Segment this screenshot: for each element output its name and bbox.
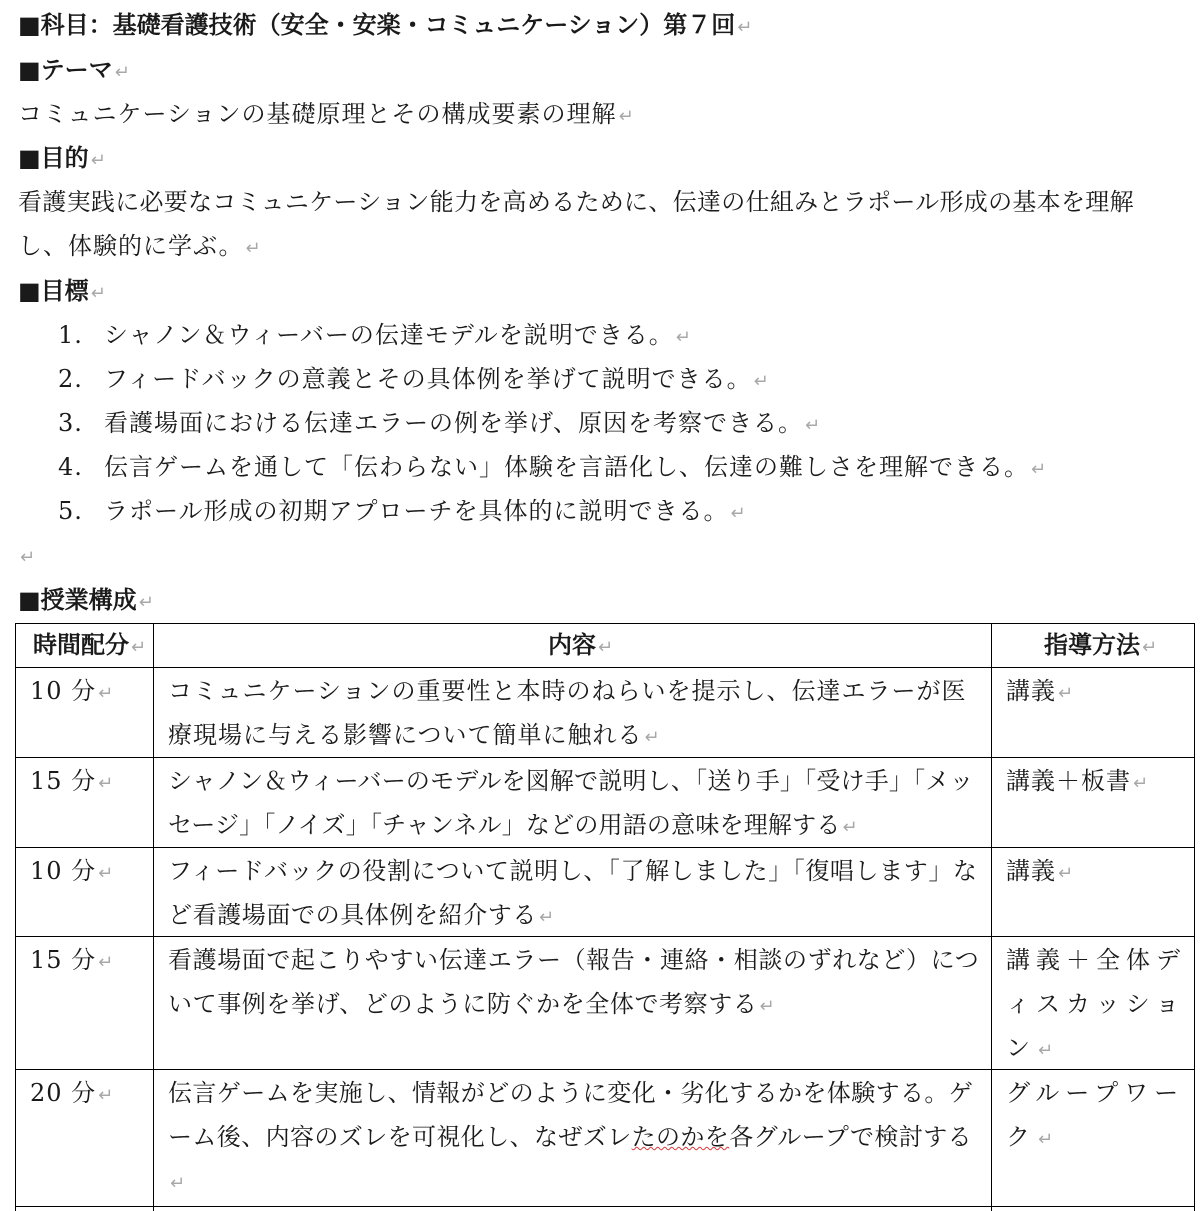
- row-time-text: 20 分: [30, 1079, 97, 1107]
- paragraph-mark: ↵: [644, 727, 661, 748]
- row-content-text: 各グループで検討する: [729, 1123, 973, 1151]
- paragraph-mark: ↵: [98, 863, 115, 884]
- paragraph-mark: ↵: [1133, 773, 1150, 794]
- table-border: [15, 667, 1195, 668]
- goal-text: ラポール形成の初期アプローチを具体的に説明できる。: [104, 497, 729, 525]
- row-time-text: 10 分: [30, 857, 97, 885]
- paragraph-mark: ↵: [737, 17, 753, 38]
- row-content-text: 看護場面で起こりやすい伝達エラー（報告・連絡・相談のずれなど）について事例を挙げ、どのように防ぐかを全体で考察する: [168, 946, 980, 1018]
- paragraph-mark: ↵: [675, 327, 692, 348]
- table-border: [153, 623, 154, 1211]
- row-time: [30, 669, 148, 716]
- row-time: [30, 1071, 148, 1118]
- table-header-content-text: 内容: [548, 631, 596, 659]
- paragraph-mark: ↵: [98, 1085, 115, 1106]
- paragraph-mark: ↵: [98, 773, 115, 794]
- row-method: [1006, 938, 1186, 1073]
- theme-text-content: コミュニケーションの基礎原理とその構成要素の理解: [18, 100, 617, 128]
- goal-number: 5.: [58, 497, 83, 525]
- table-border: [15, 623, 16, 1211]
- row-content-text: フィードバックの役割について説明し、「了解しました」「復唱します」など看護場面での具体例を紹介する: [168, 857, 978, 929]
- goal-item: [58, 408, 821, 441]
- empty-paragraph: [18, 540, 35, 573]
- theme-text: [18, 99, 635, 132]
- paragraph-mark: ↵: [753, 371, 770, 392]
- row-method: [1006, 1071, 1186, 1162]
- paragraph-mark: ↵: [618, 106, 635, 127]
- table-header-content: [548, 630, 613, 663]
- paragraph-mark: ↵: [90, 150, 106, 171]
- structure-heading-text: ■授業構成: [18, 586, 137, 614]
- purpose-heading: [18, 143, 106, 176]
- paragraph-mark: ↵: [1058, 863, 1075, 884]
- page-title: [18, 10, 752, 43]
- row-content: [168, 849, 982, 940]
- goals-heading-text: ■目標: [18, 277, 89, 305]
- goal-item: [58, 496, 747, 529]
- table-header-time-text: 時間配分: [33, 631, 129, 659]
- purpose-line-1: [18, 187, 1134, 217]
- row-method-text: 講義: [1006, 857, 1056, 885]
- spellcheck-underline[interactable]: たのかを: [631, 1123, 730, 1151]
- goal-text: 伝言ゲームを通して「伝わらない」体験を言語化し、伝達の難しさを理解できる。: [104, 453, 1029, 481]
- table-header-method: [1044, 630, 1157, 663]
- row-time-text: 15 分: [30, 946, 97, 974]
- table-header-method-text: 指導方法: [1044, 631, 1140, 659]
- paragraph-mark: ↵: [1031, 459, 1048, 480]
- paragraph-mark: ↵: [598, 637, 614, 658]
- row-content-text: コミュニケーションの重要性と本時のねらいを提示し、伝達エラーが医療現場に与える影響について簡単に触れる: [168, 677, 967, 749]
- paragraph-mark: ↵: [170, 1173, 186, 1194]
- table-border: [991, 623, 992, 1211]
- row-method-text: 講義: [1006, 677, 1056, 705]
- row-time-text: 15 分: [30, 767, 97, 795]
- row-method-text: 講義＋板書: [1006, 767, 1131, 795]
- purpose-line-1-text: 看護実践に必要なコミュニケーション能力を高めるために、伝達の仕組みとラポール形成の基本を理解: [18, 188, 1134, 216]
- paragraph-mark: ↵: [805, 415, 822, 436]
- goal-number: 3.: [58, 409, 83, 437]
- paragraph-mark: ↵: [1038, 1040, 1060, 1061]
- paragraph-mark: ↵: [842, 817, 858, 838]
- row-content-text: シャノン＆ウィーバーのモデルを図解で説明し、「送り手」「受け手」「メッセージ」「ノイズ」「チャンネル」などの用語の意味を理解する: [168, 767, 974, 839]
- goal-text: フィードバックの意義とその具体例を挙げて説明できる。: [104, 365, 752, 393]
- paragraph-mark: ↵: [98, 683, 115, 704]
- paragraph-mark: ↵: [90, 283, 106, 304]
- table-header-time: [33, 630, 146, 663]
- goal-item: [58, 364, 770, 397]
- paragraph-mark: ↵: [245, 238, 262, 259]
- paragraph-mark: ↵: [1038, 1129, 1060, 1150]
- goal-text: シャノン＆ウィーバーの伝達モデルを説明できる。: [104, 321, 674, 349]
- goal-item: [58, 320, 692, 353]
- row-content: [168, 1071, 982, 1206]
- row-time: [30, 938, 148, 985]
- paragraph-mark: ↵: [730, 503, 747, 524]
- paragraph-mark: ↵: [539, 907, 555, 928]
- page-title-text: ■科目：基礎看護技術（安全・安楽・コミュニケーション）第７回: [18, 11, 736, 39]
- row-method-text: 講義＋全体ディスカッション: [1006, 946, 1186, 1062]
- row-content: [168, 759, 982, 850]
- goal-number: 1.: [58, 321, 83, 349]
- row-content: [168, 938, 982, 1029]
- row-time: [30, 849, 148, 896]
- purpose-line-2: [18, 231, 262, 264]
- row-content-text: 伝言ゲームを実施し、情報がどのように変化・劣化するかを体験する。ゲーム後、内容のズレを可視化し、なぜズレ: [168, 1079, 974, 1151]
- structure-heading: [18, 585, 154, 618]
- table-border: [15, 623, 1195, 624]
- table-border: [15, 1206, 1195, 1207]
- row-method: [1006, 669, 1186, 716]
- goal-text: 看護場面における伝達エラーの例を挙げ、原因を考察できる。: [104, 409, 804, 437]
- goal-number: 2.: [58, 365, 83, 393]
- row-content: [168, 669, 982, 760]
- row-time-text: 10 分: [30, 677, 97, 705]
- purpose-heading-text: ■目的: [18, 144, 89, 172]
- theme-heading-text: ■テーマ: [18, 56, 113, 84]
- theme-heading: [18, 55, 130, 88]
- paragraph-mark: ↵: [1142, 637, 1158, 658]
- paragraph-mark: ↵: [759, 996, 776, 1017]
- paragraph-mark: ↵: [131, 637, 147, 658]
- paragraph-mark: ↵: [1058, 683, 1075, 704]
- table-border: [1194, 623, 1195, 1211]
- goals-heading: [18, 276, 106, 309]
- paragraph-mark: ↵: [98, 952, 115, 973]
- paragraph-mark: ↵: [114, 62, 130, 83]
- paragraph-mark: ↵: [20, 547, 36, 568]
- purpose-line-2-text: し、体験的に学ぶ。: [18, 232, 244, 260]
- row-method: [1006, 759, 1186, 806]
- paragraph-mark: ↵: [138, 592, 154, 613]
- goal-number: 4.: [58, 453, 83, 481]
- row-method-text: グループワーク: [1006, 1079, 1185, 1151]
- row-method: [1006, 849, 1186, 896]
- row-time: [30, 759, 148, 806]
- goal-item: [58, 452, 1047, 485]
